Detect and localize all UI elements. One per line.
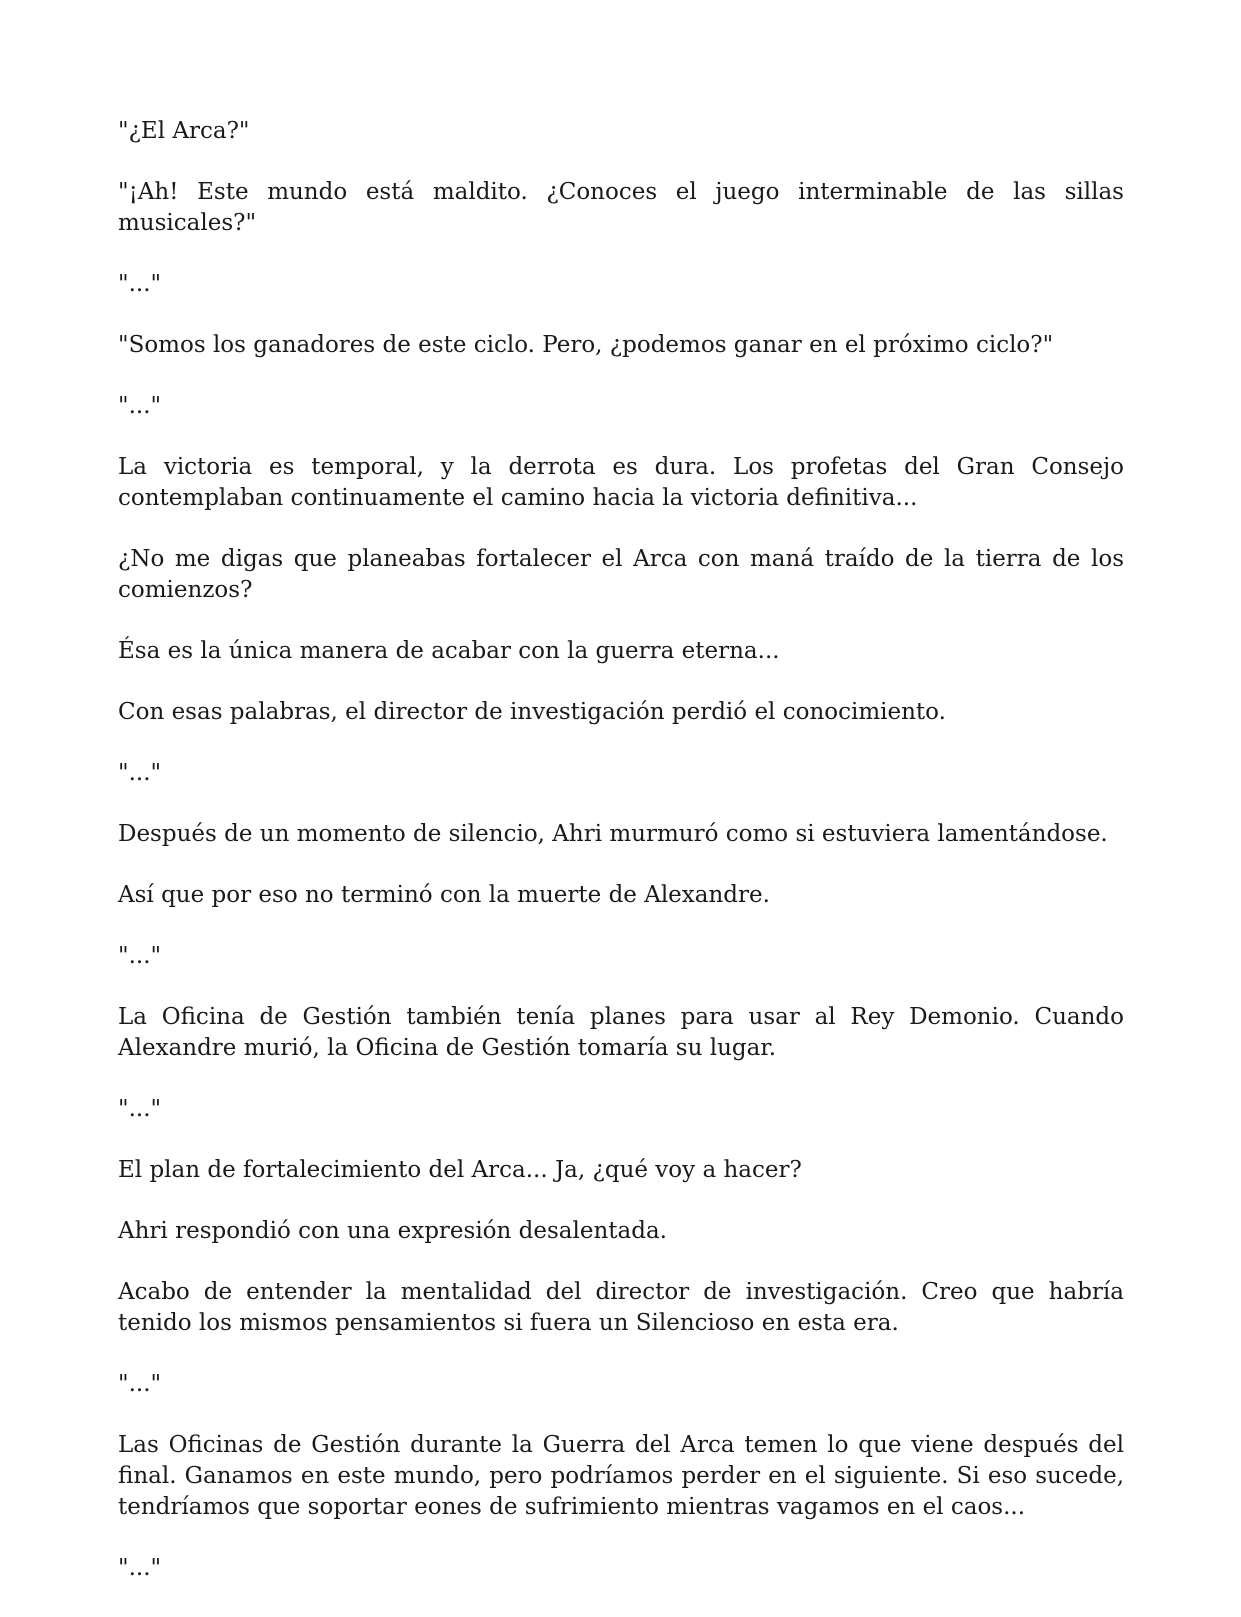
document-page xyxy=(118,116,1124,1584)
paragraph: La victoria es temporal, y la derrota es dura. Los profetas del Gran Consejo contemplaban continuamente el camino hacia la victoria definitiva... xyxy=(118,454,1124,511)
paragraph: "..." xyxy=(118,943,162,969)
paragraph: "¡Ah! Este mundo está maldito. ¿Conoces el juego interminable de las sillas musicales?" xyxy=(118,179,1124,236)
paragraph: El plan de fortalecimiento del Arca... Ja, ¿qué voy a hacer? xyxy=(118,1157,802,1183)
paragraph: "..." xyxy=(118,1555,162,1581)
paragraph: Con esas palabras, el director de investigación perdió el conocimiento. xyxy=(118,699,946,725)
paragraph: "..." xyxy=(118,271,162,297)
paragraph: Después de un momento de silencio, Ahri murmuró como si estuviera lamentándose. xyxy=(118,821,1108,847)
paragraph: Las Oficinas de Gestión durante la Guerra del Arca temen lo que viene después del final. Ganamos en este mundo, pero podríamos perder en el siguiente. Si eso sucede, tendríamos que soportar eones de sufrimiento mientras vagamos en el caos... xyxy=(118,1432,1124,1520)
paragraph: "..." xyxy=(118,1096,162,1122)
paragraph: Ésa es la única manera de acabar con la guerra eterna... xyxy=(118,638,780,664)
paragraph: Ahri respondió con una expresión desalentada. xyxy=(118,1218,667,1244)
paragraph: "..." xyxy=(118,1371,162,1397)
paragraph: "Somos los ganadores de este ciclo. Pero, ¿podemos ganar en el próximo ciclo?" xyxy=(118,332,1054,358)
paragraph: Así que por eso no terminó con la muerte de Alexandre. xyxy=(118,882,770,908)
paragraph: "..." xyxy=(118,760,162,786)
paragraph: Acabo de entender la mentalidad del director de investigación. Creo que habría tenido los mismos pensamientos si fuera un Silencioso en esta era. xyxy=(118,1279,1124,1336)
paragraph: "..." xyxy=(118,393,162,419)
paragraph: ¿No me digas que planeabas fortalecer el Arca con maná traído de la tierra de los comienzos? xyxy=(118,546,1124,603)
paragraph: La Oficina de Gestión también tenía planes para usar al Rey Demonio. Cuando Alexandre murió, la Oficina de Gestión tomaría su lugar. xyxy=(118,1004,1124,1061)
paragraph: "¿El Arca?" xyxy=(118,118,250,144)
